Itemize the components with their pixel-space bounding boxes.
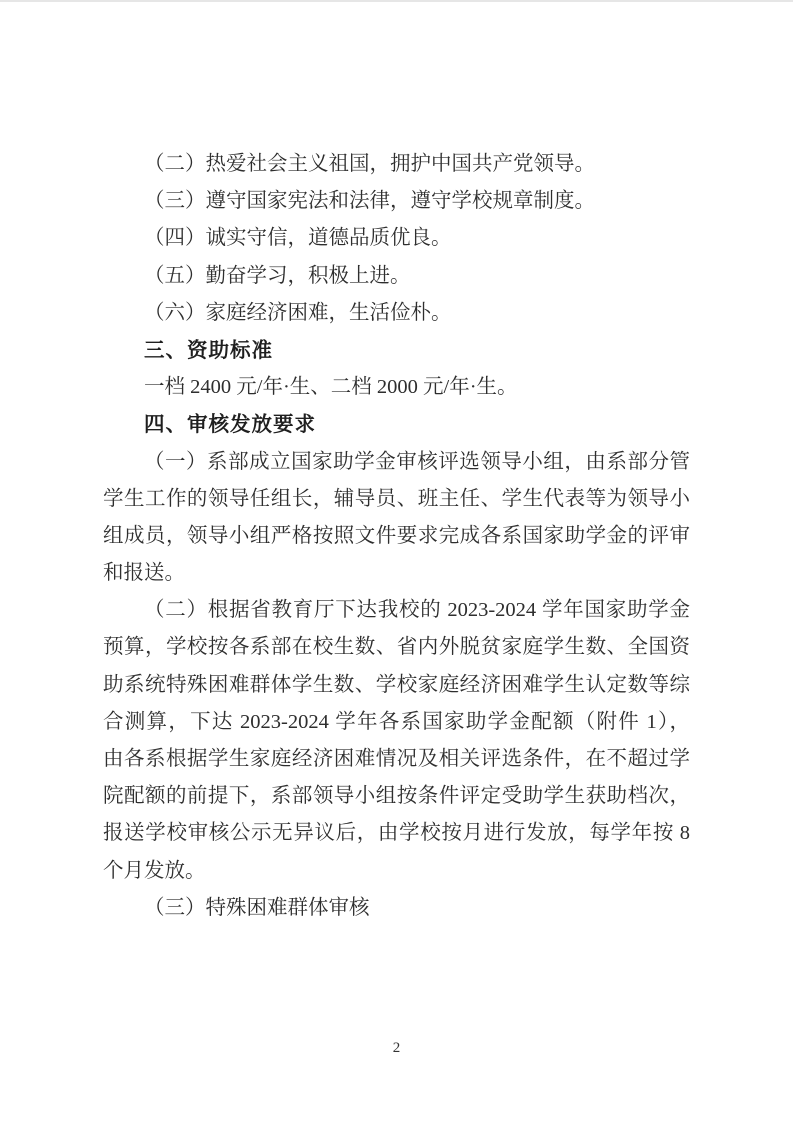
section-3-heading: 三、资助标准 xyxy=(144,338,273,362)
condition-item-3: （三）遵守国家宪法和法律，遵守学校规章制度。 xyxy=(144,190,595,213)
para-2-line-7: 报送学校审核公示无异议后，由学校按月进行发放，每学年按 8 xyxy=(103,822,690,845)
para-2-line-2: 预算，学校按各系部在校生数、省内外脱贫家庭学生数、全国资 xyxy=(103,636,690,659)
scan-edge-artifact xyxy=(0,0,793,2)
para-2-line-3: 助系统特殊困难群体学生数、学校家庭经济困难学生认定数等综 xyxy=(103,673,690,696)
para-3-heading-line: （三）特殊困难群体审核 xyxy=(144,896,370,919)
funding-standard-line: 一档 2400 元/年·生、二档 2000 元/年·生。 xyxy=(144,376,518,399)
condition-item-4: （四）诚实守信，道德品质优良。 xyxy=(144,227,452,250)
page-number: 2 xyxy=(392,1040,401,1056)
section-4-heading: 四、审核发放要求 xyxy=(144,413,316,437)
para-2-line-5: 由各系根据学生家庭经济困难情况及相关评选条件，在不超过学 xyxy=(103,748,690,770)
para-1-line-4: 和报送。 xyxy=(103,562,185,585)
condition-item-5: （五）勤奋学习，积极上进。 xyxy=(144,264,411,287)
para-2-line-8: 个月发放。 xyxy=(103,859,206,882)
para-2-line-4: 合测算，下达 2023-2024 学年各系国家助学金配额（附件 1）， xyxy=(103,710,690,733)
para-1-line-3: 组成员，领导小组严格按照文件要求完成各系国家助学金的评审 xyxy=(103,524,690,547)
condition-item-6: （六）家庭经济困难，生活俭朴。 xyxy=(144,301,452,324)
para-2-line-1: （二）根据省教育厅下达我校的 2023-2024 学年国家助学金 xyxy=(144,599,690,622)
document-body xyxy=(103,146,690,927)
para-1-line-1: （一）系部成立国家助学金审核评选领导小组，由系部分管 xyxy=(144,450,690,473)
condition-item-2: （二）热爱社会主义祖国，拥护中国共产党领导。 xyxy=(144,153,595,175)
para-2-line-6: 院配额的前提下，系部领导小组按条件评定受助学生获助档次， xyxy=(103,785,690,808)
page-footer xyxy=(0,1039,793,1057)
para-1-line-2: 学生工作的领导任组长，辅导员、班主任、学生代表等为领导小 xyxy=(103,487,690,510)
